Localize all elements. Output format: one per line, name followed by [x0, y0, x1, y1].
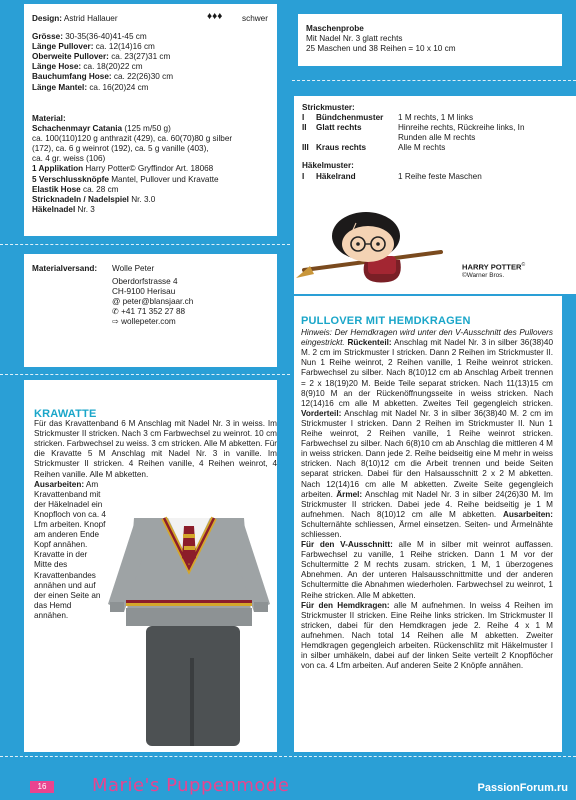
yarn-line: (172), ca. 6 g weinrot (192), ca. 5 g vanille (403),	[32, 144, 209, 154]
site-watermark: PassionForum.ru	[477, 782, 568, 794]
krawatte-assembly: Ausarbeiten: Am Kravattenband mit der Häkelnadel ein Knopfloch von ca. 4 Lfm arbeiten. Knopf am anderen Ende Kopf annähen. Kravatte in der Mitte des Kravattenbandes annähen und auf der einen Seite an das Hemd annähen.	[34, 479, 106, 620]
magazine-title: Marie's Puppenmode	[92, 775, 290, 796]
strickmuster-table	[302, 113, 542, 153]
page-number: 16	[30, 781, 54, 793]
stitch-line	[0, 244, 290, 245]
back-text: Anschlag mit Nadel Nr. 3 in silber 36(38)40 M. 2 cm im Strickmuster I stricken. Dann 2 Reihen im Strickmuster II. Nun 1 Reihe weinrot, 2 Reihen vanille, 1 Reihe weinrot stricken. Farbwechsel zu silber. Nach 8(10)12 cm ab Anschlag Arbeit trennen = 2 x 18(19)20 M. Beide Teile separat stricken. Nach 11(13)15 cm 8(9)10 M an der Rückenöffnungsseite in weiss stricken. Nach 12(14)16 cm alle M abketten. Zweites Teil gegengleich stricken.	[301, 338, 554, 408]
stitch-line	[0, 756, 576, 757]
size-row: Länge Pullover: ca. 12(14)16 cm	[32, 42, 155, 52]
maschenprobe-title: Maschenprobe	[306, 24, 364, 33]
yarn-name: Schachenmayr Catania	[32, 124, 123, 134]
material-item: 5 Verschlussknöpfe Mantel, Pullover und Kravatte	[32, 174, 219, 184]
email-link[interactable]: @ peter@blansjaar.ch	[112, 297, 194, 307]
versand-label: Materialversand:	[32, 264, 98, 273]
assembly-text: Schulternähte schliessen, Ärmel einsetzen. Seiten- und Ärmelnähte schliessen.	[301, 519, 553, 539]
designer-name: Astrid Hallauer	[63, 14, 118, 23]
material-item: 1 Applikation Harry Potter© Gryffindor Art. 18068	[32, 164, 214, 174]
size-row: Bauchumfang Hose: ca. 22(26)30 cm	[32, 72, 174, 82]
haekelmuster-title: Häkelmuster:	[302, 161, 354, 171]
collar-text: alle M aufnehmen. In weiss 4 Reihen im Strickmuster II stricken. Eine Reihe links stricken. Im Strickmuster II stricken, dabei für den Hemdkragen jede 2. Reihe 4 x 1 M aufnehmen. Nach total 14 Reihen alle M abketten. Zweiter Hemdkragen gegengleich arbeiten. Rückenschlitz mit Häkelmuster I in silber umhäkeln, dabei auf der linken Seite verteilt 2 Knopflöcher von ca. 4 Lfm arbeiten. Auf anderen Seite 2 Knöpfe annähen.	[301, 600, 553, 671]
material-block: Material: Schachenmayr Catania (125 m/50 g) ca. 100(110)120 g anthrazit (429), ca. 60(70)80 g silber (172), ca. 6 g weinrot (192), ca. 5 g vanille (403), ca. 4 gr. weiss (106) 1 Applikation Harry Potter© Gryffindor Art. 18068 5 Verschlussknöpfe Mantel, Pullover und Kravatte Elastik Hose ca. 28 cm Stricknadeln / Nadelspiel Nr. 3.0 Häkelnadel Nr. 3	[32, 114, 262, 215]
phone-number: ✆ +41 71 352 27 88	[112, 307, 186, 317]
license-name: HARRY POTTER	[462, 262, 522, 272]
haekelmuster-table	[302, 172, 486, 182]
v-neck-label: Für den V-Ausschnitt:	[301, 540, 393, 550]
table-row: I Häkelrand 1 Reihe feste Maschen	[302, 171, 482, 181]
harry-potter-illustration	[296, 208, 446, 292]
difficulty-label: schwer	[242, 14, 268, 23]
front-label: Vorderteil:	[301, 408, 342, 418]
license-owner: ©Warner Bros.	[462, 271, 505, 279]
pullover-hint: Hinweis: Der Hemdkragen wird unter den V-Ausschnitt des Pullovers eingestrickt.	[301, 328, 553, 348]
material-item: Elastik Hose ca. 28 cm	[32, 184, 119, 194]
versand-street: Oberdorfstrasse 4	[112, 277, 178, 287]
difficulty-diamond-icon: ♦♦♦	[207, 11, 223, 22]
material-item: Stricknadeln / Nadelspiel Nr. 3.0	[32, 194, 156, 204]
sweater-illustration	[104, 508, 274, 752]
design-block	[32, 11, 268, 93]
size-row: Länge Hose: ca. 18(20)22 cm	[32, 62, 143, 72]
pullover-section	[301, 316, 553, 671]
versand-city: CH-9100 Herisau	[112, 287, 176, 297]
front-text: Anschlag mit Nadel Nr. 3 in silber 36(38)40 M. 2 cm im Strickmuster I stricken. Dann 2 Reihen im Strickmuster II. Nun 1 Reihe weinrot, 2 Reihen vanille, 1 Reihe weinrot stricken. Farbwechsel zu silber. Nach 6(8)10 cm ab Anschlag die mittleren 4 M in weiss stricken. Dann jede 2. Reihe beidseitig eine M mehr in weiss stricken. Nach 8(10)12 cm die Arbeit trennen und beide Seiten separat stricken. Dabei für den Halsausschnitt 2 x 2 M abketten. Nach 12(14)16 cm alle M abketten. Zweite Seite gegengleich arbeiten.	[301, 408, 553, 499]
web-link[interactable]: ⇨ wollepeter.com	[112, 317, 176, 327]
size-row: Grösse: 30-35(36-40)41-45 cm	[32, 32, 147, 42]
material-title: Material:	[32, 114, 66, 123]
krawatte-title: KRAWATTE	[34, 408, 97, 420]
table-row: II Glatt rechts Hinreihe rechts, Rückreihe links, In Runden alle M rechts	[302, 123, 525, 143]
versand-company: Wolle Peter	[112, 264, 155, 273]
strickmuster-title: Strickmuster:	[302, 103, 355, 112]
table-row: III Kraus rechts Alle M rechts	[302, 143, 446, 153]
collar-label: Für den Hemdkragen:	[301, 600, 390, 610]
license-block: HARRY POTTER© ©Warner Bros.	[462, 262, 526, 279]
strickmuster-block	[302, 103, 572, 182]
assembly-label: Ausarbeiten:	[502, 509, 553, 519]
stitch-line	[292, 80, 576, 81]
maschenprobe-block: Maschenprobe Mit Nadel Nr. 3 glatt rechts 25 Maschen und 38 Reihen = 10 x 10 cm	[306, 24, 456, 54]
size-row: Oberweite Pullover: ca. 23(27)31 cm	[32, 52, 171, 62]
stitch-line	[0, 374, 290, 375]
yarn-line: ca. 100(110)120 g anthrazit (429), ca. 60(70)80 g silber	[32, 134, 233, 144]
v-neck-text: alle M in silber mit weinrot auffassen. Farbwechsel zu vanille, 1 Reihe stricken. Dann 1 M vor der Schultermitte 2 M rechts zusam. stricken, 1 M, 1 überzogenes Abnehmen. An der unteren Halsausschnittmitte und der anderen Schultermitte die Abnahmen wiederholen. Farbwechsel zu weinrot, 1 Reihe stricken. Alle M abketten.	[301, 540, 553, 600]
sleeve-text: Anschlag mit Nadel Nr. 3 in silber 24(26)30 M. Im Strickmuster II stricken. Dabei jede 4. Reihe beidseitig je 1 M aufnehmen. Nach 8(10)12 cm alle M abketten.	[301, 489, 553, 519]
material-item: Häkelnadel Nr. 3	[32, 204, 95, 214]
krawatte-text: Für das Kravattenband 6 M Anschlag mit Nadel Nr. 3 in weiss. Im Strickmuster II stricken. Nach 3 cm Farbwechsel zu weinrot. 10 cm stricken. Farbwechsel zu weiss. 3 cm stricken. Alle M abketten. Für die Kravatte 5 M Anschlag mit Nadel Nr. 3 in vanille. Im Strickmuster II stricken. 4 Reihen vanille, 4 Reihen weinrot, 4 Reihen vanille. Alle M abketten.	[34, 419, 277, 479]
yarn-line: ca. 4 gr. weiss (106)	[32, 154, 106, 164]
sleeve-label: Ärmel:	[336, 489, 363, 499]
footer	[0, 762, 576, 800]
back-label: Rückenteil:	[347, 338, 392, 348]
pullover-title: PULLOVER MIT HEMDKRAGEN	[301, 315, 471, 327]
size-row: Länge Mantel: ca. 16(20)24 cm	[32, 82, 149, 92]
design-label: Design:	[32, 14, 63, 23]
table-row: I Bündchenmuster 1 M rechts, 1 M links	[302, 113, 474, 123]
